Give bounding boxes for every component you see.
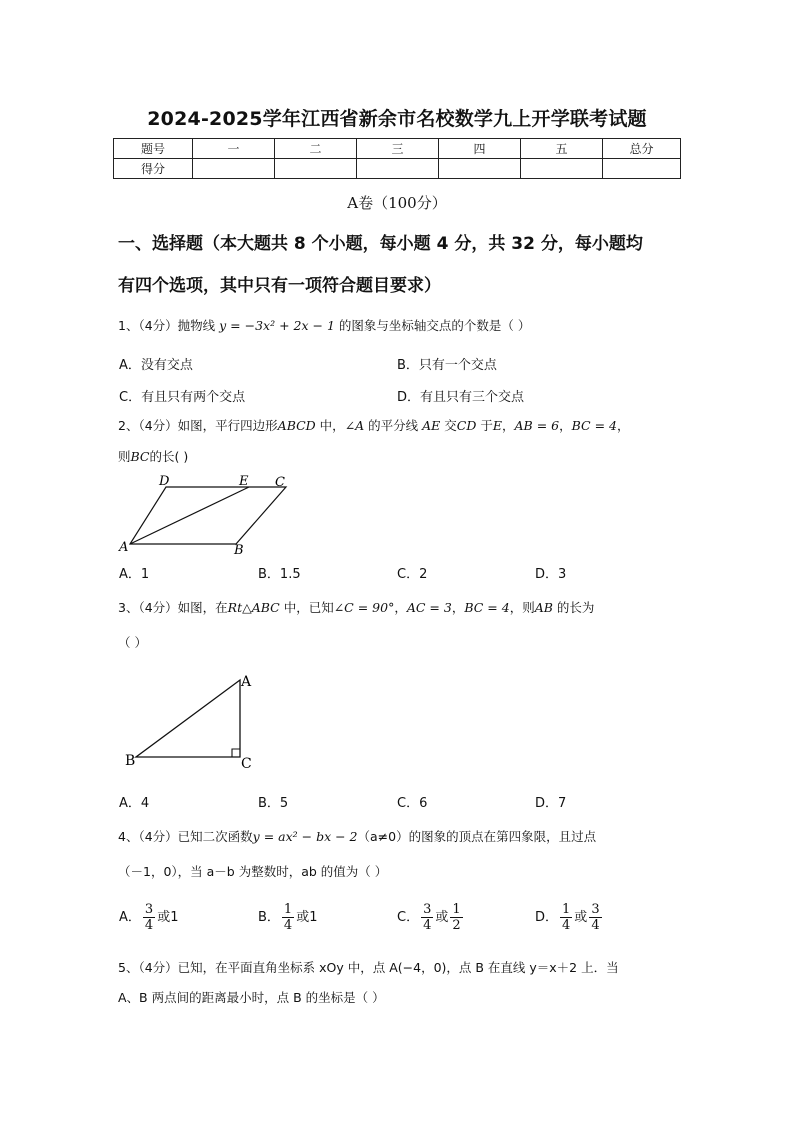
q2-part: E (492, 418, 502, 433)
label-e: E (239, 474, 249, 489)
q4-option-b-label: B． (258, 910, 280, 925)
q4-option-b[interactable] (258, 902, 318, 933)
label-d: D (159, 474, 170, 489)
label-c: C (241, 756, 252, 772)
q2-part: ， (616, 418, 630, 433)
fraction (421, 902, 433, 933)
fraction (589, 902, 601, 933)
label-c: C (275, 475, 285, 490)
score-cell[interactable] (603, 159, 681, 179)
score-header-cell: 二 (275, 139, 357, 159)
question-4-line2: （－1，0），当 a－b 为整数时，ab 的值为（ ） (118, 864, 388, 879)
q4-option-b-or: 或 (296, 910, 310, 925)
q2-prefix: 2、（4分）如图，平行四边形 (118, 418, 278, 433)
fraction-denominator: 2 (452, 918, 461, 933)
question-1-suffix: 的图象与坐标轴交点的个数是（ ） (338, 318, 531, 333)
right-angle-mark (232, 749, 240, 757)
q2-option-c[interactable]: C．2 (397, 567, 428, 582)
question-4-line1 (118, 827, 693, 847)
q2-part: ABCD (277, 418, 316, 433)
fraction-numerator: 1 (562, 902, 571, 917)
score-table (113, 138, 681, 179)
q3-part: ，则 (509, 600, 535, 615)
score-header-cell: 四 (439, 139, 521, 159)
q4-option-a-tail: 1 (170, 910, 179, 925)
q4-option-a[interactable] (119, 902, 178, 933)
label-b: B (234, 543, 244, 558)
fraction-denominator: 4 (144, 918, 154, 933)
q2-part: CD (456, 418, 477, 433)
fraction-numerator: 3 (144, 902, 154, 917)
question-3-line1 (118, 598, 693, 618)
q4-option-b-tail: 1 (309, 910, 318, 925)
question-5-line2: A、B 两点间的距离最小时，点 B 的坐标是（ ） (118, 990, 385, 1005)
q4-option-d[interactable] (535, 902, 604, 933)
q3-part: BC = 4 (464, 600, 510, 615)
score-cell[interactable] (521, 159, 603, 179)
q4-option-c-or: 或 (435, 910, 449, 925)
q3-part: AB (534, 600, 553, 615)
fraction-numerator: 1 (452, 902, 461, 917)
q2-line2-math: BC (130, 449, 150, 464)
right-triangle-figure (120, 668, 270, 776)
question-2-line2 (118, 447, 693, 467)
q2-option-b[interactable]: B．1.5 (258, 567, 301, 582)
question-1 (118, 316, 693, 336)
q2-part: AB = 6 (514, 418, 560, 433)
fraction-numerator: 3 (591, 902, 600, 917)
q2-part: ∠A (344, 418, 365, 433)
score-cell[interactable] (193, 159, 275, 179)
fraction-denominator: 4 (591, 918, 600, 933)
page-title: 2024-2025学年江西省新余市名校数学九上开学联考试题 (147, 108, 647, 130)
q3-part: ∠C = 90° (333, 600, 395, 615)
q2-part: ， (502, 418, 515, 433)
fraction (282, 902, 294, 933)
q4-option-d-or: 或 (574, 910, 588, 925)
q1-option-c[interactable]: C．有且只有两个交点 (119, 390, 246, 405)
q2-part: 交 (440, 418, 457, 433)
score-table-score-row (114, 159, 681, 179)
q2-part: 中， (315, 418, 345, 433)
q3-part: Rt△ABC (227, 600, 280, 615)
fraction-numerator: 1 (283, 902, 293, 917)
q2-part: 于 (476, 418, 493, 433)
q3-part: 的长为 (552, 600, 595, 615)
score-header-cell: 题号 (114, 139, 193, 159)
score-header-cell: 五 (521, 139, 603, 159)
q4-suffix: （a≠0）的图象的顶点在第四象限，且过点 (357, 829, 597, 844)
q3-option-b[interactable]: B．5 (258, 796, 289, 811)
q2-part: ， (559, 418, 572, 433)
fraction (450, 902, 462, 933)
fraction-denominator: 4 (283, 918, 293, 933)
score-header-cell: 总分 (603, 139, 681, 159)
q3-part: AC = 3 (406, 600, 452, 615)
score-cell[interactable] (275, 159, 357, 179)
q3-part: 中，已知 (279, 600, 334, 615)
q4-option-a-label: A． (119, 910, 141, 925)
score-row-label: 得分 (114, 159, 193, 179)
question-3-line2: （ ） (118, 635, 147, 650)
parallelogram-figure (115, 470, 295, 560)
question-5-line1: 5、（4分）已知，在平面直角坐标系 xOy 中，点 A(−4，0)，点 B 在直线 y＝x＋2 上．当 (118, 960, 619, 975)
triangle-shape (136, 680, 240, 757)
q3-option-a[interactable]: A．4 (119, 796, 150, 811)
q4-option-d-label: D． (535, 910, 559, 925)
question-1-formula: y = −3x² + 2x − 1 (219, 318, 335, 333)
q4-formula: y = ax² − bx − 2 (252, 829, 358, 844)
q1-option-b[interactable]: B．只有一个交点 (397, 358, 497, 373)
parallelogram-shape (130, 487, 286, 544)
q2-option-d[interactable]: D．3 (535, 567, 567, 582)
q4-option-a-or: 或 (157, 910, 171, 925)
label-b: B (125, 753, 136, 769)
label-a: A (241, 674, 252, 690)
q2-line2-suffix: 的长( ) (149, 449, 189, 464)
q2-part: BC = 4 (571, 418, 617, 433)
q3-part: ， (394, 600, 407, 615)
score-header-cell: 一 (193, 139, 275, 159)
fraction (560, 902, 572, 933)
fraction-denominator: 4 (423, 918, 432, 933)
section-heading-line2: 有四个选项，其中只有一项符合题目要求） (118, 276, 441, 296)
q1-option-a[interactable]: A．没有交点 (119, 358, 193, 373)
q3-part: ， (451, 600, 465, 615)
section-heading-line1: 一、选择题（本大题共 8 个小题，每小题 4 分，共 32 分，每小题均 (118, 234, 643, 254)
q2-line2-prefix: 则 (118, 449, 131, 464)
score-cell[interactable] (439, 159, 521, 179)
q4-option-c[interactable] (397, 902, 465, 933)
question-2-line1 (118, 416, 693, 436)
q4-option-c-label: C． (397, 910, 420, 925)
fraction-denominator: 4 (562, 918, 571, 933)
score-cell[interactable] (357, 159, 439, 179)
q1-option-d[interactable]: D．有且只有三个交点 (397, 390, 525, 405)
q4-prefix: 4、（4分）已知二次函数 (118, 829, 253, 844)
fraction-numerator: 3 (423, 902, 432, 917)
question-1-prefix: 1、（4分）抛物线 (118, 318, 216, 333)
q2-option-a[interactable]: A．1 (119, 567, 150, 582)
q3-prefix: 3、（4分）如图，在 (118, 600, 228, 615)
score-header-cell: 三 (357, 139, 439, 159)
fraction (143, 902, 155, 933)
q3-option-d[interactable]: D．7 (535, 796, 567, 811)
q3-option-c[interactable]: C．6 (397, 796, 428, 811)
score-table-header-row (114, 139, 681, 159)
label-a: A (119, 540, 129, 555)
q2-part: 的平分线 (364, 418, 423, 433)
q2-part: AE (422, 418, 441, 433)
section-subtitle: A卷（100分） (347, 194, 447, 212)
